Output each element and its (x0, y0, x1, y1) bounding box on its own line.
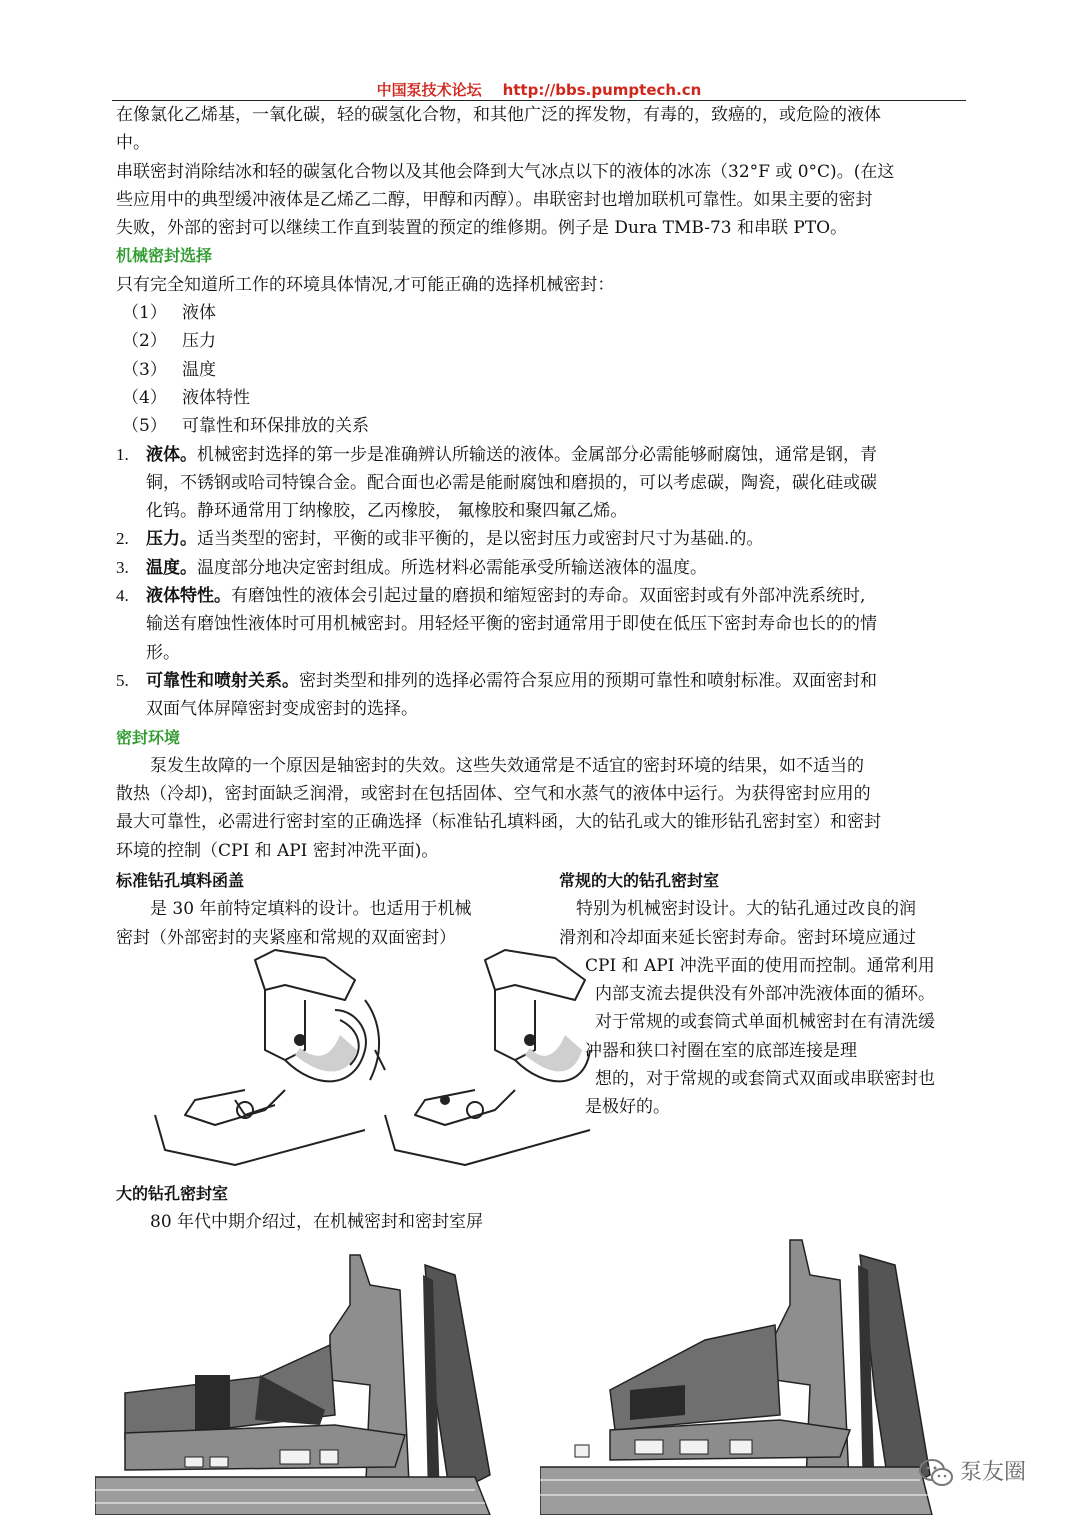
numbered-item (116, 441, 968, 526)
item-text: 化钨。静环通常用丁纳橡胶，乙丙橡胶， 氟橡胶和聚四氟乙烯。 (146, 501, 628, 522)
numbered-item (116, 582, 968, 667)
seal-chamber-right-illustration (540, 1235, 940, 1515)
item-number: 2. (116, 529, 129, 549)
intro-line: 失败，外部的密封可以继续工作直到装置的预定的维修期。例子是 Dura TMB-73 和串联 PTO。 (116, 218, 848, 239)
list-number: （4） (122, 387, 167, 408)
env-line: 散热（冷却)，密封面缺乏润滑，或密封在包括固体、空气和水蒸气的液体中运行。为获得密封应用的 (116, 784, 871, 805)
item-head: 可靠性和喷射关系。 (146, 670, 299, 691)
list-text: 温度 (182, 359, 216, 380)
right-column-line: 冲器和狭口衬圈在室的底部连接是理 (585, 1040, 857, 1061)
left-column-title: 标准钻孔填料函盖 (116, 871, 245, 890)
intro-line: 些应用中的典型缓冲液体是乙烯乙二醇，甲醇和丙醇）。串联密封也增加联机可靠性。如果主要的密封 (116, 189, 873, 210)
item-head: 液体。 (146, 444, 197, 465)
section-title-environment: 密封环境 (116, 727, 181, 747)
env-line: 最大可靠性，必需进行密封室的正确选择（标准钻孔填料函，大的钻孔或大的锥形钻孔密封室）和密封 (116, 812, 881, 833)
list-number: （2） (122, 331, 167, 352)
intro-line: 在像氯化乙烯基，一氧化碳，轻的碳氢化合物，和其他广泛的挥发物，有毒的，致癌的，或危险的液体 (116, 105, 881, 125)
intro-line: 中。 (116, 133, 150, 154)
item-number: 1. (116, 444, 129, 464)
intro-block (116, 101, 968, 865)
list-item (116, 384, 968, 412)
watermark (918, 1453, 1058, 1493)
right-column-line: 特别为机械密封设计。大的钻孔通过改良的润 (576, 899, 916, 920)
header-url[interactable]: http://bbs.pumptech.cn (502, 81, 702, 99)
seal-chamber-left-illustration (95, 1245, 515, 1515)
item-text: 铜，不锈钢或哈司特镍合金。配合面也必需是能耐腐蚀和磨损的，可以考虑碳，陶瓷，碳化硅或碳 (146, 472, 877, 493)
left-column-line: 密封（外部密封的夹紧座和常规的双面密封） (116, 927, 456, 948)
large-bore-title: 大的钻孔密封室 (116, 1184, 229, 1203)
item-text: 输送有磨蚀性液体时可用机械密封。用轻烃平衡的密封通常用于即使在低压下密封寿命也长的的情 (146, 614, 877, 635)
list-number: （5） (122, 416, 167, 437)
header-site: 中国泵技术论坛 (376, 81, 482, 99)
right-column-line: 对于常规的或套筒式单面机械密封在有清洗缓 (595, 1012, 935, 1033)
env-line: 泵发生故障的一个原因是轴密封的失效。这些失效通常是不适宜的密封环境的结果，如不适当的 (150, 755, 864, 776)
right-column-line: 想的，对于常规的或套筒式双面或串联密封也 (595, 1069, 935, 1090)
section-title-selection: 机械密封选择 (116, 246, 213, 266)
list-number: （1） (122, 303, 167, 324)
right-column-line: 内部支流去提供没有外部冲洗液体面的循环。 (595, 984, 935, 1005)
stuffing-box-illustration (135, 940, 595, 1170)
item-number: 4. (116, 586, 129, 606)
right-column (559, 867, 979, 1122)
right-column-title: 常规的大的钻孔密封室 (559, 871, 720, 890)
watermark-text: 泵友圈 (960, 1459, 1027, 1485)
item-number: 5. (116, 670, 129, 690)
list-text: 压力 (182, 331, 216, 352)
item-text: 有磨蚀性的液体会引起过量的磨损和缩短密封的寿命。双面密封或有外部冲洗系统时, (231, 586, 866, 607)
list-text: 液体特性 (182, 387, 250, 408)
item-head: 温度。 (146, 557, 197, 578)
item-text: 机械密封选择的第一步是准确辨认所输送的液体。金属部分必需能够耐腐蚀，通常是钢，青 (197, 444, 877, 465)
list-text: 可靠性和环保排放的关系 (182, 416, 369, 437)
right-column-line: CPI 和 API 冲洗平面的使用而控制。通常利用 (585, 955, 935, 976)
item-number: 3. (116, 557, 129, 577)
list-item (116, 327, 968, 355)
item-text: 温度部分地决定密封组成。所选材料必需能承受所输送液体的温度。 (197, 557, 707, 578)
list-item (116, 356, 968, 384)
item-head: 液体特性。 (146, 586, 231, 607)
env-line: 环境的控制（CPI 和 API 密封冲洗平面)。 (116, 840, 439, 861)
intro-line: 串联密封消除结冰和轻的碳氢化合物以及其他会降到大气冰点以下的液体的冰冻（32°F 或 0°C)。(在这 (116, 161, 895, 182)
list-item (116, 299, 968, 327)
item-text: 形。 (146, 642, 180, 663)
item-text: 双面气体屏障密封变成密封的选择。 (146, 699, 418, 720)
numbered-item (116, 554, 968, 582)
item-text: 适当类型的密封，平衡的或非平衡的，是以密封压力或密封尺寸为基础.的。 (197, 529, 764, 550)
item-head: 压力。 (146, 529, 197, 550)
page-header (112, 76, 966, 100)
wechat-icon (918, 1458, 954, 1488)
list-number: （3） (122, 359, 167, 380)
selection-lead: 只有完全知道所工作的环境具体情况,才可能正确的选择机械密封： (116, 274, 615, 295)
list-text: 液体 (182, 303, 216, 324)
section-large-bore (116, 1180, 526, 1237)
large-bore-line: 80 年代中期介绍过，在机械密封和密封室屏 (150, 1212, 484, 1233)
right-column-line: 是极好的。 (585, 1097, 670, 1118)
numbered-item (116, 525, 968, 553)
numbered-item (116, 667, 968, 724)
item-text: 密封类型和排列的选择必需符合泵应用的预期可靠性和喷射标准。双面密封和 (299, 670, 877, 691)
right-column-line: 滑剂和冷却面来延长密封寿命。密封环境应通过 (559, 927, 916, 948)
left-column-line: 是 30 年前特定填料的设计。也适用于机械 (150, 899, 472, 920)
list-item (116, 412, 968, 440)
